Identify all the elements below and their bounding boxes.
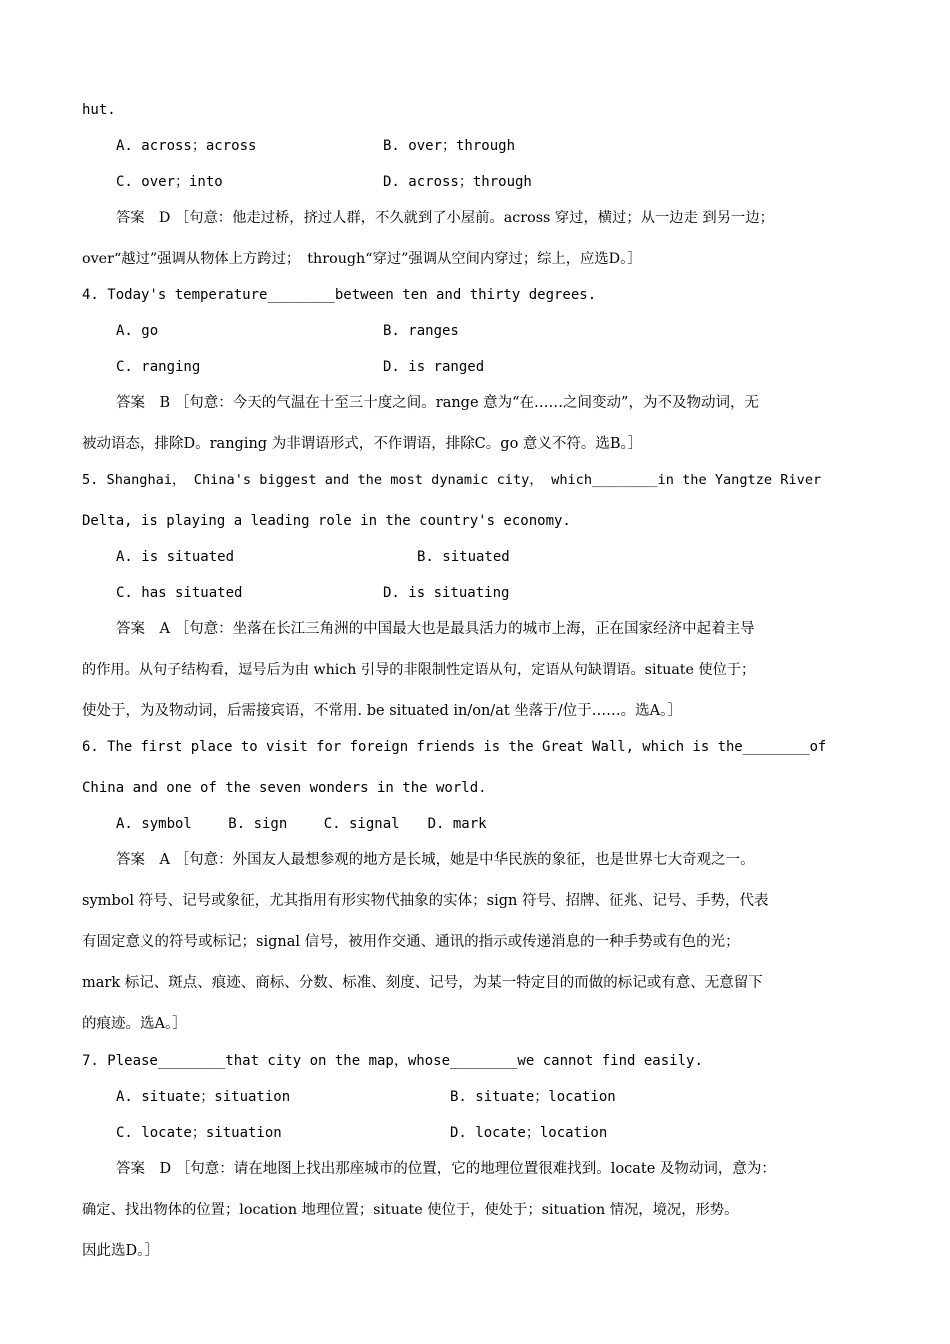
option-a: A. across；across [116, 138, 257, 154]
answer-text: mark 标记、斑点、痕迹、商标、分数、标准、刻度、记号，为某一特定目的而做的标记或有意、无意留下 [82, 975, 763, 991]
answer-text: 答案 B ［句意：今天的气温在十至三十度之间。range 意为“在……之间变动”，为不及物动词，无 [116, 395, 759, 411]
answer-text: symbol 符号、记号或象征，尤其指用有形实物代抽象的实体；sign 符号、招牌、征兆、记号、手势，代表 [82, 893, 769, 909]
question-5: 5. Shanghai， China's biggest and the most dynamic city， which________in the Yangtze River [82, 472, 822, 488]
answer-text: 答案 D ［句意：请在地图上找出那座城市的位置，它的地理位置很难找到。locate 及物动词，意为： [116, 1161, 776, 1177]
option-a: A. is situated [116, 549, 235, 565]
option-a: A. go [116, 323, 159, 339]
answer-text: 答案 D ［句意：他走过桥，挤过人群，不久就到了小屋前。across 穿过，横过；从一边走 到另一边； [116, 210, 774, 226]
option-a: A. situate；situation [116, 1089, 291, 1105]
options-row: A. symbol B. sign C. signal D. mark [116, 816, 487, 832]
option-d: D. is ranged [383, 359, 485, 375]
option-c: C. has situated [116, 585, 243, 601]
option-d: D. across；through [383, 174, 532, 190]
option-c: C. over；into [116, 174, 223, 190]
option-b: B. over；through [383, 138, 516, 154]
answer-text: 答案 A ［句意：外国友人最想参观的地方是长城，她是中华民族的象征，也是世界七大奇观之一。 [116, 852, 755, 868]
option-b: B. ranges [383, 323, 459, 339]
option-b: B. situate；location [450, 1089, 616, 1105]
question-6: 6. The first place to visit for foreign friends is the Great Wall, which is the________of [82, 739, 827, 755]
option-d: D. is situating [383, 585, 510, 601]
answer-text: 确定、找出物体的位置；location 地理位置；situate 使位于，使处于；situation 情况，境况，形势。 [82, 1202, 739, 1218]
answer-text: 有固定意义的符号或标记；signal 信号，被用作交通、通讯的指示或传递消息的一种手势或有色的光； [82, 934, 740, 950]
option-c: C. ranging [116, 359, 201, 375]
answer-text: 被动语态，排除D。ranging 为非谓语形式，不作谓语，排除C。go 意义不符。选B。］ [82, 436, 643, 452]
answer-text: 使处于，为及物动词，后需接宾语，不常用. be situated in/on/at 坐落于/位于……。选A。］ [82, 703, 682, 719]
option-b: B. situated [417, 549, 510, 565]
text-line: hut. [82, 102, 116, 118]
question-5-cont: Delta, is playing a leading role in the country's economy. [82, 513, 571, 529]
answer-text: 因此选D。］ [82, 1243, 159, 1259]
question-4: 4. Today's temperature________between ten and thirty degrees. [82, 287, 597, 303]
answer-text: over“越过”强调从物体上方跨过； through“穿过”强调从空间内穿过；综上，应选D。］ [82, 251, 642, 267]
answer-text: 的作用。从句子结构看，逗号后为由 which 引导的非限制性定语从句，定语从句缺谓语。situate 使位于； [82, 662, 756, 678]
option-c: C. locate；situation [116, 1125, 282, 1141]
answer-text: 答案 A ［句意：坐落在长江三角洲的中国最大也是最具活力的城市上海，正在国家经济中起着主导 [116, 621, 755, 637]
question-7: 7. Please________that city on the map，whose________we cannot find easily. [82, 1053, 703, 1069]
question-6-cont: China and one of the seven wonders in the world. [82, 780, 487, 796]
option-d: D. locate；location [450, 1125, 608, 1141]
answer-text: 的痕迹。选A。］ [82, 1016, 187, 1032]
